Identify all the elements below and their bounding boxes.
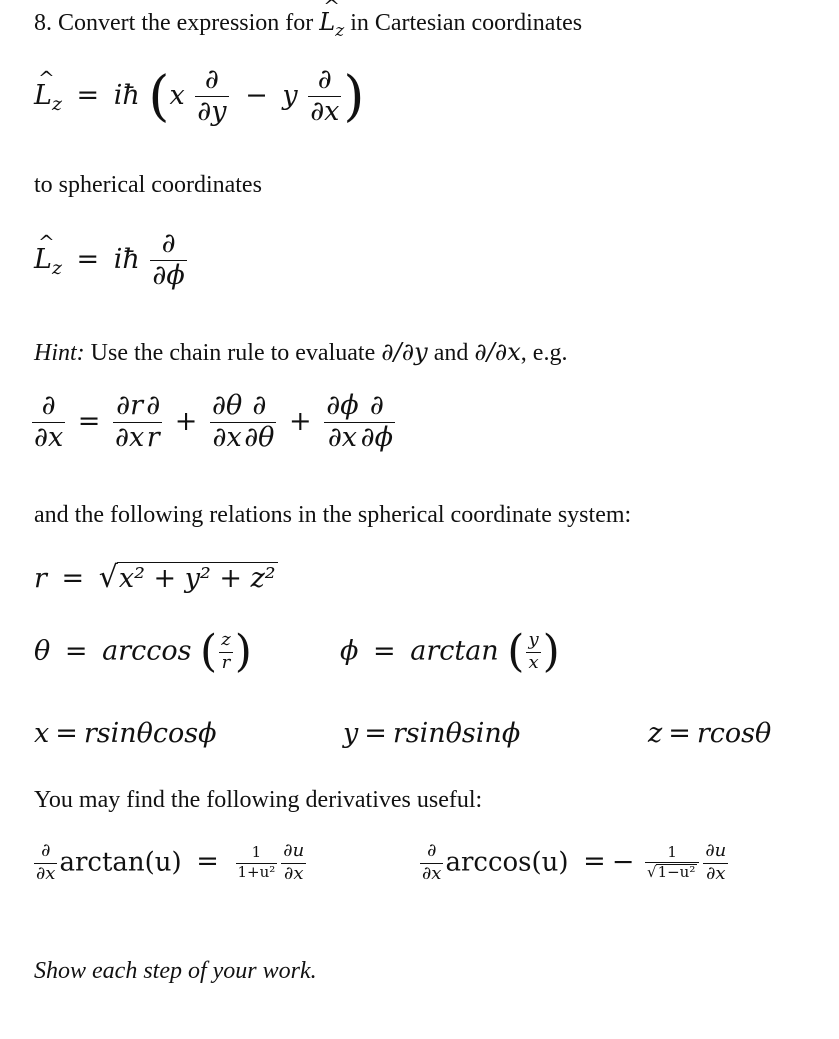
dc-coef: $\frac{1}{\text{√1−u²}}$: [645, 845, 699, 882]
dc-fn: arccos(u): [445, 847, 569, 878]
da-fn: arctan(u): [59, 847, 182, 878]
cr-t2b: [242, 392, 276, 453]
rel-theta-frac: [219, 631, 232, 673]
rel-r-radicand: x² + y² + z²: [118, 563, 276, 594]
da-d-num: ∂: [34, 842, 57, 864]
derivative-arccos: $\frac{\partial}{\partial x}$ arccos(u) = − $\frac{1}{\text{√1−u²}}$ $\frac{\partial u}{\partial x}$: [422, 840, 727, 884]
cr-t3b: [359, 392, 395, 453]
relation-theta: θ = arccos ( $\frac{z}{r}$ ): [34, 626, 252, 677]
l-hat-eq1: ^ L: [34, 80, 52, 111]
da-du: [281, 842, 306, 884]
cr-t1-den2: r: [146, 422, 160, 454]
da-du-num: ∂u: [281, 842, 306, 864]
dc-c-num: 1: [645, 845, 699, 864]
da-d: [34, 842, 57, 884]
cr-t3a: [324, 392, 360, 453]
hint-line: [34, 338, 567, 367]
cr-t3-den: ∂x: [327, 422, 358, 454]
cr-t2-num2: ∂: [242, 392, 276, 423]
rel-z-lhs: z: [648, 718, 663, 749]
frac-d-dy: [195, 66, 228, 127]
dc-d-num: ∂: [420, 842, 443, 864]
cr-t2-num: ∂θ: [210, 392, 244, 423]
intro-text: Convert the expression for: [58, 10, 314, 36]
dc-du: [703, 842, 728, 884]
cr-t2a: [210, 392, 244, 453]
cr-lhs-den: ∂x: [34, 422, 64, 454]
partial-num-2: ∂: [308, 66, 341, 97]
derivative-arctan: $\frac{\partial}{\partial x}$ arctan(u) = $\frac{1}{\text{1+u²}}$ $\frac{\partial u}{\partial x}$: [36, 840, 305, 884]
dc-d-den: ∂x: [422, 862, 442, 884]
frac-d-dphi: [150, 230, 186, 291]
cr-t3-den2: ∂ϕ: [360, 422, 393, 454]
cr-lhs-num: ∂: [32, 392, 65, 423]
cr-t3-num2: ∂: [359, 392, 395, 423]
cr-t2-den: ∂x: [212, 422, 242, 454]
lz-inline: [319, 8, 345, 41]
relation-y: y = rsinθsinϕ: [343, 718, 521, 749]
partial-num: ∂: [195, 66, 228, 97]
hint-text: Use the chain rule to evaluate: [90, 340, 376, 366]
cr-t1-den: ∂x: [115, 422, 145, 454]
rel-theta-den: r: [221, 652, 231, 673]
intro-tail: in Cartesian coordinates: [350, 10, 583, 36]
i-hbar-2: iħ: [113, 243, 140, 275]
hint-d-dx: ∂/∂x: [474, 338, 521, 366]
rel-phi-fn: arctan: [410, 635, 499, 667]
problem-number: 8.: [34, 10, 52, 36]
hint-and: and: [433, 340, 469, 366]
l-sub-eq2: z: [51, 256, 62, 279]
footer-instruction: Show each step of your work.: [34, 958, 317, 984]
rel-y-rhs: rsinθsinϕ: [392, 718, 521, 749]
cr-t1-num: ∂r: [113, 392, 146, 423]
hint-label: Hint:: [34, 340, 85, 366]
rel-x-lhs: x: [34, 718, 50, 749]
rel-x-rhs: rsinθcosϕ: [83, 718, 217, 749]
dc-c-den: 1−u²: [657, 863, 696, 882]
rel-theta-num: z: [219, 631, 232, 653]
l-sub-eq1: z: [51, 92, 62, 115]
cr-t3-num: ∂ϕ: [324, 392, 360, 423]
derivatives-text: You may find the following derivatives useful:: [34, 787, 483, 813]
rel-phi-frac: [526, 631, 540, 673]
cr-t1-num2: ∂: [144, 392, 162, 423]
cr-lhs: [32, 392, 65, 453]
partial-den-y: ∂y: [197, 96, 227, 128]
l-sub: z: [335, 21, 345, 41]
da-c-den: 1+u²: [237, 862, 276, 881]
relations-text: and the following relations in the spherical coordinate system:: [34, 502, 632, 528]
dc-d: [420, 842, 443, 884]
relation-phi: ϕ = arctan ( $\frac{y}{x}$ ): [340, 626, 560, 677]
dc-du-den: ∂x: [706, 862, 726, 884]
cr-t1b: [144, 392, 162, 453]
var-y: y: [282, 79, 298, 111]
var-x: x: [169, 79, 185, 111]
rel-phi-num: y: [526, 631, 540, 653]
rel-phi-lhs: ϕ: [340, 635, 359, 667]
rel-r-lhs: r: [34, 563, 47, 594]
cr-t1a: [113, 392, 146, 453]
problem-statement: [34, 8, 582, 41]
rel-y-lhs: y: [343, 718, 359, 749]
l-hat: ^ L: [319, 8, 335, 36]
equation-cartesian: ^ $L_z$ = iħ (x $\frac{\partial}{\partial y}$ − y $\frac{\partial}{\partial x}$ ): [34, 66, 364, 127]
rel-theta-fn: arccos: [102, 635, 192, 667]
hint-eg: , e.g.: [520, 340, 568, 366]
rel-theta-lhs: θ: [34, 635, 51, 667]
da-coef: [236, 845, 278, 881]
partial-den-phi: ∂ϕ: [152, 260, 185, 292]
rel-phi-den: x: [528, 652, 539, 673]
relation-x: x = rsinθcosϕ: [34, 718, 217, 749]
da-d-den: ∂x: [36, 862, 56, 884]
i-hbar: iħ: [113, 79, 140, 111]
chain-rule-equation: $\frac{\partial}{\partial x}$ = $\frac{\partial r}{\partial x}$ $\frac{\partial}{r}$ + $\frac{\partial\theta}{\partial x}$ $\frac{\partial}{\partial\theta}$ + $\frac{\partial\phi}{\partial x}$ $\frac{\partial}{\partial\phi}$: [34, 390, 393, 454]
spherical-text: to spherical coordinates: [34, 172, 262, 198]
cr-t2-den2: ∂θ: [244, 422, 275, 454]
relation-r: r = √x² + y² + z²: [34, 560, 276, 595]
equation-spherical: ^ $L_z$ = iħ $\frac{\partial}{\partial\phi}$: [34, 230, 189, 291]
da-c-num: 1: [236, 845, 278, 864]
partial-num-3: ∂: [150, 230, 186, 261]
da-du-den: ∂x: [284, 862, 304, 884]
rel-z-rhs: rcosθ: [696, 718, 772, 749]
l-hat-eq2: ^ L: [34, 244, 52, 275]
frac-d-dx: [308, 66, 341, 127]
relation-z: z = rcosθ: [648, 718, 772, 749]
partial-den-x: ∂x: [310, 96, 340, 128]
hint-d-dy: ∂/∂y: [381, 338, 428, 366]
dc-du-num: ∂u: [703, 842, 728, 864]
